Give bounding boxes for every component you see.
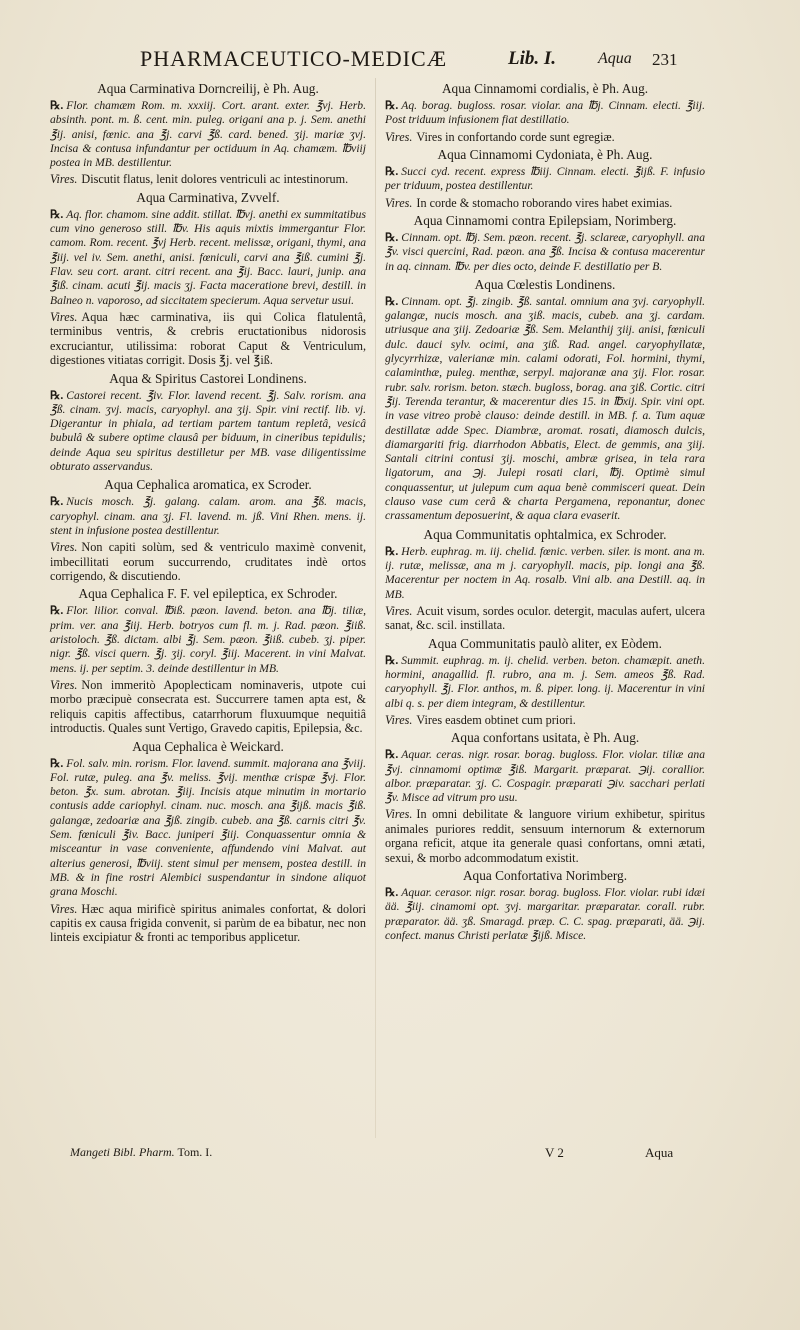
virtues-body: Hæc aqua mirificè spiritus animales confortat, & dolori capitis ex causa frigida convenit, si parùm de ea bibatur, nec non linteis excipiatur & fronti ac temporibus applicetur. <box>50 901 366 945</box>
running-title: PHARMACEUTICO-MEDICÆ <box>140 46 448 71</box>
virtues-body: Vires in confortando corde sunt egregiæ. <box>416 129 615 144</box>
recipe-symbol: ℞. <box>385 294 399 308</box>
recipe-entry <box>385 146 705 210</box>
recipe-text <box>385 886 705 943</box>
recipe-symbol: ℞. <box>385 653 399 667</box>
recipe-text <box>50 99 366 170</box>
recipe-title: Aqua Communitatis paulò aliter, ex Eòdem. <box>428 635 662 651</box>
recipe-entry <box>50 585 366 735</box>
recipe-symbol: ℞. <box>385 886 399 900</box>
signature-mark: V 2 <box>545 1145 564 1160</box>
recipe-body: Nucis mosch. ℥j. galang. calam. arom. ana ℥ß. macis, caryophyl. cinam. ana ʒj. Fl. lavend. m. jß. Vini Rhen. mens. ij. stent in infusione postea destillentur. <box>50 495 366 537</box>
recipe-entry <box>385 729 705 865</box>
virtues-body: Acuit visum, sordes oculor. detergit, maculas aufert, ulcera sanat, &c. scil. instillata. <box>385 603 705 633</box>
recipe-entry <box>385 276 705 524</box>
recipe-body: Succi cyd. recent. express ℔iij. Cinnam. electi. ℥ijß. F. infusio per triduum, postea destillentur. <box>385 165 705 193</box>
recipe-entry <box>50 476 366 583</box>
recipe-text <box>385 295 705 524</box>
recipe-text <box>385 99 705 128</box>
recipe-title: Aqua Cinnamomi Cydoniata, è Ph. Aug. <box>437 147 653 162</box>
recipe-title: Aqua Confortativa Norimberg. <box>462 868 628 884</box>
recipe-entry <box>385 212 705 274</box>
recipe-entry <box>385 867 705 943</box>
page-number: 231 <box>652 50 678 69</box>
recipe-title: Aqua Carminativa Dorncreilij, è Ph. Aug. <box>97 81 319 96</box>
recipe-text <box>385 748 705 805</box>
recipe-title: Aqua confortans usitata, è Ph. Aug. <box>450 730 640 746</box>
right-column <box>385 78 705 945</box>
recipe-body: Aquar. cerasor. nigr. rosar. borag. bugloss. Flor. violar. rubi idæi ää. ℥iij. cinamomi opt. ʒvj. margaritar. præparatar. corall. rubr. præparator. ää. ʒß. Smaragd. præp. C. C. spag. præparati, ää. ℈ij. confect. manus Christi perlatæ ℥ijß. Misce. <box>385 886 705 942</box>
virtues-body: In omni debilitate & languore virium exhibetur, spiritus animales puriores reddit, sensuum internorum & externorum organa reficit, atque ita generale quasi confortans, omni ætati, sexui, & morbo adcommodatum existit. <box>385 807 705 865</box>
recipe-body: Castorei recent. ℥iv. Flor. lavend recent. ℥j. Salv. rorism. ana ℥ß. cinam. ʒvj. macis, caryophyl. ana ʒij. Spir. vini rectif. lib. vj. Digerantur in phiala, ad tertiam partem tantum repletâ, vesicâ bubulâ & subere optime clausâ per biduum, in cineribus tepidulis; deinde Aqua seu spiritus destilletur per MB. vase diligentissime obturato asservandus. <box>50 388 366 474</box>
recipe-symbol: ℞. <box>50 604 64 618</box>
virtues-body: Non immeritò Apoplecticam nominaveris, utpote cui morbo præcipuè consecrata est. Succurrere tamen apta est, & reliquis capitis affectibus, catarrhorum fluxuumque nequitiâ introductis. Quales sunt Vertigo, Gravedo capitis, Epilepsia, &c. <box>50 677 366 736</box>
recipe-body: Aquar. ceras. nigr. rosar. borag. bugloss. Flor. violar. tiliæ ana ℥vj. cinnamomi optimæ ℥iß. Margarit. præparat. ℈ij. corallior. albor. præparatar. ʒj. C. Cospagir. præparati ℈iv. sacchari perlati ℥v. Misce ad vitrum pro usu. <box>385 748 705 805</box>
virtues-text <box>50 678 366 736</box>
recipe-body: Herb. euphrag. m. iij. chelid. fœnic. verben. siler. is mont. ana m. ij. rutæ, melissæ, ana m j. caryophyll. macis, pip. longi ana ℥ß. Macerentur per noctem in Aq. rosalb. Vini alb. ana Destill. aq. in MB. <box>385 544 705 601</box>
recipe-title: Aqua Cephalica aromatica, ex Scroder. <box>104 477 312 493</box>
recipe-title: Aqua Cœlestis Londinens. <box>474 276 616 292</box>
recipe-symbol: ℞. <box>385 231 399 244</box>
recipe-symbol: ℞. <box>50 756 64 770</box>
recipe-symbol: ℞. <box>385 748 399 762</box>
recipe-text <box>385 231 705 274</box>
signature-volume: Tom. I. <box>177 1145 213 1159</box>
signature-author: Mangeti Bibl. Pharm. <box>70 1145 175 1159</box>
recipe-body: Flor. lilior. conval. ℔iß. pæon. lavend. beton. ana ℔j. tiliæ, prim. ver. ana ℥iij. Herb. botryos cum fl. m. j. Rad. pæon. ℥iiß. aristoloch. ℥ß. dictam. albi ℥j. Sem. pæon. ℥iiß. cubeb. ʒj. piper. nigr. ℥ß. visci quern. ℥j. ʒij. coryl. ℥iij. Macerent. in vini Malvat. mens. ij. per septim. 3. deinde destillentur in MB. <box>50 604 366 675</box>
virtues-body: Vires easdem obtinet cum priori. <box>416 712 576 727</box>
recipe-body: Flor. chamæm Rom. m. xxxiij. Cort. arant. exter. ℥vj. Herb. absinth. pont. m. ß. cent. min. puleg. origani ana p. j. Sem. anethi ℥ij. anisi, fœnic. ana ℥j. carvi ℥ß. card. bened. ʒij. mariæ ʒvj. Incisa & contusa infundantur per octiduum in Aq. chamæm. ℔viij postea in MB. destillentur. <box>50 99 366 170</box>
recipe-text <box>50 604 366 675</box>
virtues-label: Vires. <box>50 677 78 692</box>
left-column <box>50 78 366 947</box>
recipe-title: Aqua Cephalica F. F. vel epileptica, ex Schroder. <box>78 586 338 602</box>
virtues-text <box>50 902 366 945</box>
virtues-label: Vires. <box>50 540 78 555</box>
recipe-text <box>50 757 366 900</box>
recipe-symbol: ℞. <box>385 165 399 178</box>
virtues-label: Vires. <box>385 603 413 618</box>
recipe-text <box>50 208 366 308</box>
recipe-text <box>385 165 705 194</box>
virtues-body: Non capiti solùm, sed & ventriculo maximè convenit, imbecillitati eorum succurrendo, cruditates indè ortos corrigendo, & discutiendo. <box>50 540 366 584</box>
virtues-text <box>50 172 366 186</box>
recipe-title: Aqua Cephalica è Weickard. <box>132 738 284 754</box>
recipe-text <box>385 654 705 711</box>
recipe-entry <box>385 80 705 144</box>
recipe-body: Fol. salv. min. rorism. Flor. lavend. summit. majorana ana ℥viij. Fol. rutæ, puleg. ana ℥v. meliss. ℥vij. menthæ crispæ ℥vj. Flor. beton. ℥x. sum. abrotan. ℥iij. Incisis atque minutim in mortario contusis adde cariophyl. cinam. nuc. mosch. ana ℥ijß. macis ℥iß. galangæ, zedoariæ ana ℥jß. zingib. cubeb. ana ℥ß. carnis citri ℥v. Sem. fœniculi ℥iv. Bacc. juniperi ℥iij. Conquassentur omnia & misceantur in vase conveniente, affundendo vini Malvat. aut alterius generosi, ℔viij. stent simul per mensem, postea destill. in MB. & in fine rostri Alembici suspendantur in sindone aliquot grana Moschi. <box>50 756 366 899</box>
virtues-label: Vires. <box>50 172 78 187</box>
virtues-text <box>385 713 705 727</box>
recipe-entry <box>50 189 366 368</box>
virtues-text <box>50 310 366 368</box>
virtues-text <box>50 540 366 583</box>
footer-catchword: Aqua <box>645 1145 674 1160</box>
recipe-title: Aqua Communitatis ophtalmica, ex Schroder. <box>423 526 667 542</box>
recipe-title: Aqua Cinnamomi contra Epilepsiam, Norimberg. <box>413 213 677 228</box>
virtues-body: Aqua hæc carminativa, iis qui Colica flatulentâ, terminibus ventris, & crebris eructationibus nidorosis excruciantur, utilissima: roborat Caput & Ventriculum, digestiones vitiatas corrigit. Dosis ℥j. vel ℥iß. <box>50 309 366 368</box>
recipe-entry <box>50 80 366 187</box>
virtues-text <box>385 196 705 210</box>
recipe-body: Cinnam. opt. ℔j. Sem. pæon. recent. ℥j. sclareæ, caryophyll. ana ℥v. visci quercini, Rad. pæon. ana ℥ß. Incisa & contusa macerentur in aq. cinnam. ℔v. per dies octo, deinde F. destillatio per B. <box>385 231 705 273</box>
recipe-body: Aq. borag. bugloss. rosar. violar. ana ℔j. Cinnam. electi. ℥iij. Post triduum infusionem fiat destillatio. <box>385 99 705 127</box>
recipe-title: Aqua Cinnamomi cordialis, è Ph. Aug. <box>441 81 649 96</box>
virtues-text <box>385 130 705 144</box>
book-reference: Lib. I. <box>508 48 557 69</box>
recipe-entry <box>50 370 366 475</box>
recipe-body: Cinnam. opt. ℥j. zingib. ℥ß. santal. omnium ana ʒvj. caryophyll. galangæ, nucis mosch. ana ʒiß. macis, cubeb. ana ʒj. cardam. utriusque ana ʒiij. Zedoariæ ℥ß. Sem. Melanthij ʒiij. anisi, fœniculi dulc. dauci sylv. ocimi, ana ʒiß. Rad. angel. caryophyllatæ, glycyrrhizæ, valerianæ min. calami odorati, Fol. hormini, thymi, calaminthæ, puleg. menthæ, serpyl. majoranæ ana ʒij. Flor. rosar. rubr. salv. rorism. beton. stæch. bugloss, borag. ana ʒiß. Cortic. citri ℥ij. Terenda terantur, & macerentur dies 15. in ℔xij. Spir. vini opt. in vase vitreo probè clauso: deinde destill. in MB. f. a. Tum aquæ destillatæ adde Spec. Diambræ, aromat. rosati, diamosch dulcis, diamargariti frig. diarrhodon Abbatis, Elect. de gemmis, ana ʒiij. Santali citrini contusi ʒij. moschi, ambræ grisea, in tela rara ligatorum, ana ℈j. Julepi rosati clari, ℔j. Optimè simul conquassentur, ut julepum cum aqua benè commisceri queat. Dein clauso vase cum cerâ & charta Pergamena, reponantur, donec crassamentum deposuerint, & aqua clara evaserit. <box>385 294 705 523</box>
recipe-text <box>50 495 366 538</box>
recipe-entry <box>385 635 705 728</box>
recipe-symbol: ℞. <box>50 207 64 221</box>
column-divider <box>375 78 376 1138</box>
virtues-label: Vires. <box>385 807 413 822</box>
recipe-text <box>50 389 366 475</box>
recipe-entry <box>50 738 366 945</box>
recipe-symbol: ℞. <box>385 99 399 112</box>
virtues-label: Vires. <box>385 129 413 144</box>
virtues-body: Discutit flatus, lenit dolores ventriculi ac intestinorum. <box>81 172 349 187</box>
recipe-symbol: ℞. <box>385 544 399 558</box>
virtues-label: Vires. <box>385 712 413 727</box>
recipe-title: Aqua & Spiritus Castorei Londinens. <box>109 370 307 386</box>
virtues-body: In corde & stomacho roborando vires habet eximias. <box>416 195 673 210</box>
virtues-text <box>385 604 705 633</box>
recipe-body: Aq. flor. chamom. sine addit. stillat. ℔vj. anethi ex summitatibus cum vino generoso still. ℔v. His aquis mixtis immergantur Flor. camom. Rom. recent. ℥vj Herb. recent. melissæ, origani, thymi, ana ℥iij. vel iv. Sem. anethi, anisi. fœniculi, carvi ana ℥iß. cumini ℥j. Flav. seu cort. arant. citri recent. ana ℥ij. Bacc. lauri, junip. ana ℥iß. cinam. acuti ℥ij. macis ʒj. Facta maceratione brevi, destill. in Balneo n. vaporoso, ad siccitatem specierum. Aqua servetur usui. <box>50 207 366 307</box>
signature-line <box>70 1145 212 1160</box>
recipe-body: Summit. euphrag. m. ij. chelid. verben. beton. chamæpit. aneth. hormini, anagallid. fl. rubro, ana m. j. Sem. ameos ℥ß. Rad. caryophyll. ℥j. Flor. anthos, m. ß. piper. long. ij. Macerentur in vini albi q. s. per diem integram, & destillentur. <box>385 653 705 710</box>
recipe-symbol: ℞. <box>50 99 64 112</box>
running-header <box>0 46 800 78</box>
recipe-title: Aqua Carminativa, Zvvelf. <box>136 189 280 205</box>
virtues-label: Vires. <box>50 901 78 916</box>
virtues-text <box>385 807 705 865</box>
recipe-text <box>385 545 705 602</box>
header-catchword: Aqua <box>598 50 632 67</box>
virtues-label: Vires. <box>50 309 78 324</box>
recipe-entry <box>385 526 705 633</box>
recipe-symbol: ℞. <box>50 388 64 402</box>
recipe-symbol: ℞. <box>50 495 64 509</box>
virtues-label: Vires. <box>385 195 413 210</box>
